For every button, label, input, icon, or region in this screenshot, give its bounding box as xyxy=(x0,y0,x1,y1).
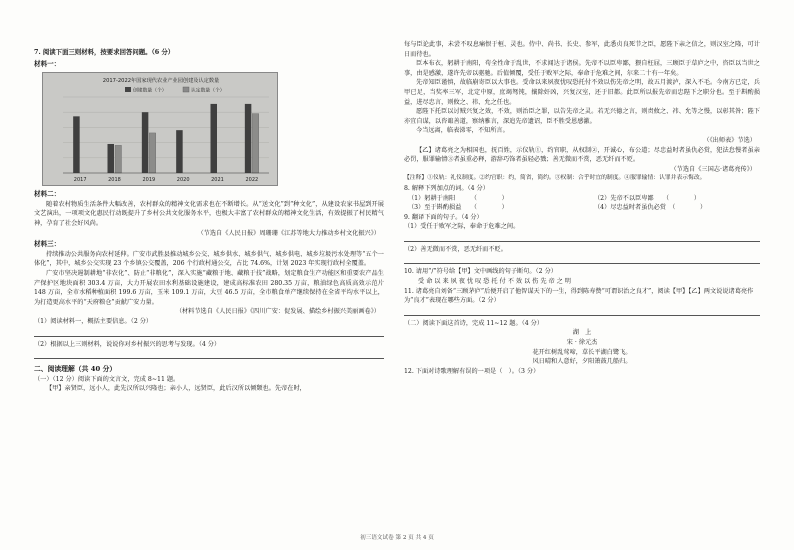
q7-sub2: （2）根据以上三则材料，说说你对乡村振兴的思考与发现。（4 分） xyxy=(34,340,221,348)
x-tick-label: 2020 xyxy=(176,177,190,184)
bar-certified-2019 xyxy=(149,133,156,173)
bar-create-2022 xyxy=(245,104,252,173)
poem-line-2: 风日晴和人意好，夕阳箫鼓几船归。 xyxy=(532,358,632,366)
legend-swatch-create xyxy=(125,87,131,92)
bar-create-2020 xyxy=(176,130,183,173)
material3-para1: 持续推动公共服务向农村延伸。广安市武胜县推动城乡公交、城乡供水、城乡供气、城乡供电、城乡垃圾污水处理等“五个一体化”，其中，城乡公交实现 23 个乡镇公交覆盖，206 个行政村通公交，占比 74.6%，计划 2023 年实现行政村全覆盖。 xyxy=(34,250,384,268)
q12-title: 12. 下面对诗歌理解有误的一项是（ ）。（3 分） xyxy=(404,367,540,375)
page-footer: 初三语文试卷 第 2 页 共 4 页 xyxy=(360,535,434,541)
jia-cont-3: 先帝知臣谨慎，故临崩寄臣以大事也。受命以来夙夜忧叹恐托付不效以伤先帝之明，故五月渡泸，深入不毛。今南方已定，兵甲已足，当奖率三军，北定中原，庶竭驽钝，攘除奸凶，兴复汉室，还于旧都。此臣所以报先帝而忠陛下之职分也。至于斟酌损益，进尽忠言，则攸之、祎、允之任也。 xyxy=(404,79,760,106)
q7-sub1: （1）阅读材料一，概括主要信息。（2 分） xyxy=(34,317,153,325)
x-tick-label: 2019 xyxy=(142,177,156,184)
jia-source: （《出师表》节选） xyxy=(703,136,756,144)
poem-author: 宋 · 徐元杰 xyxy=(566,339,598,347)
section2-subhead: （一）（12 分）阅读下面的文言文，完成 8~11 题。 xyxy=(34,375,180,383)
x-tick-label: 2018 xyxy=(108,177,121,184)
q9-title: 9. 翻译下面的句子。（4 分） xyxy=(404,213,483,221)
section2-head: 二、阅读理解（共 40 分） xyxy=(34,365,117,374)
chart-title: 2017-2022年国家现代农业产业园创建及认定数量 xyxy=(102,78,220,85)
material3-label: 材料三： xyxy=(34,240,61,249)
jia-cont-1: 每与臣论此事，未尝不叹息痛恨于桓、灵也。侍中、尚书、长史、参军，此悉贞良死节之臣，愿陛下亲之信之，则汉室之隆，可计日而待也。 xyxy=(404,41,760,58)
q8-title: 8. 解释下列加点的词。（4 分） xyxy=(404,184,489,192)
section2-subhead2: （二）阅读下面这首诗，完成 11~12 题。（4 分） xyxy=(404,319,544,327)
chart-photo xyxy=(42,72,278,186)
q10-text[interactable]: 受 命 以 来 夙 夜 忧 叹 恐 托 付 不 效 以 伤 先 帝 之 明 xyxy=(418,278,571,286)
material1-label: 材料一： xyxy=(34,59,61,68)
legend-swatch-certified xyxy=(183,87,189,92)
yi-source: （节选自《三国志·诸葛亮传》） xyxy=(670,165,756,173)
material2-source: （节选自《人民日报》周珊珊《江苏等地大力推动乡村文化振兴》） xyxy=(197,229,380,237)
q8-option[interactable]: （1）躬耕于南阳 （ ） xyxy=(408,194,508,202)
q9-sub1: （1）受任于败军之际，奉命于危难之间。 xyxy=(404,223,520,231)
material2-text: 随着农村物质生活条件大幅改善，农村群众的精神文化需求也在不断增长。从“送文化”到“种文化”，从建设农家书屋到开展文艺演出，一项项文化惠民行动既提升了乡村公共文化服务水平，也极大丰富了农村群众的精神文化生活，有效提振了村民精气神，孕育了社会好风尚。 xyxy=(34,200,384,227)
q8-option[interactable]: （3）至于斟酌损益 （ ） xyxy=(408,204,508,212)
bar-create-2019 xyxy=(142,112,149,173)
material3-source: （材料节选自《人民日报》《四川广安：促发展、描绘乡村振兴美丽画卷》） xyxy=(175,308,380,316)
bar-create-2017 xyxy=(73,117,80,174)
bar-certified-2022 xyxy=(252,114,258,173)
x-tick-label: 2021 xyxy=(211,177,224,184)
notes: 【注释】①仪轨：礼仪制度。②约官职：约，简省，简约。③权制：合乎时宜的制度。④服罪输情：认罪并表示悔改。 xyxy=(404,175,706,182)
q9-sub2: （2）善无微而不赏，恶无纤而不贬。 xyxy=(404,245,507,253)
poem-title: 湖 上 xyxy=(572,329,592,337)
jia-text-start: 【甲】亲贤臣，远小人，此先汉所以兴隆也；亲小人，远贤臣，此后汉所以倾颓也。先帝在时， xyxy=(46,385,306,393)
left-column xyxy=(34,48,384,394)
poem-line-1: 花开红树乱莺啼，草长平湖白鹭飞。 xyxy=(532,348,632,356)
bar-chart xyxy=(43,73,279,187)
q8-options xyxy=(404,194,760,213)
bar-certified-2018 xyxy=(115,146,122,174)
answer-line[interactable] xyxy=(404,307,760,316)
bar-create-2018 xyxy=(108,144,115,173)
answer-line[interactable] xyxy=(404,233,760,242)
q8-option[interactable]: （2）先帝不以臣卑鄙 （ ） xyxy=(594,194,701,202)
x-tick-label: 2022 xyxy=(245,177,259,184)
q7-title: 7. 阅读下面三则材料，按要求回答问题。（6 分） xyxy=(34,48,175,56)
yi-text: 【乙】诸葛亮之为相国也，抚百姓，示仪轨①，约官职，从权制②，开诚心，布公道；尽忠益时者虽仇必赏，犯法怠慢者虽亲必罚，服罪输情③者虽重必释，游辞巧饰者虽轻必戮；善无微而不赏，恶无纤而不贬。 xyxy=(404,146,760,164)
legend-certified: 认定数量（个） xyxy=(191,88,225,94)
answer-line[interactable] xyxy=(34,328,384,337)
answer-line[interactable] xyxy=(34,350,384,359)
material3-para2: 广安市坚决遏制耕地“非农化”、防止“非粮化”，深入实施“藏粮于地、藏粮于技”战略，划定粮食生产功能区和重要农产品生产保护区地块面积 303.4 万亩，大力开展农田水利基础设施建设，建成高标准农田 280.35 万亩，粮油绿色高质高效示范片 148 万亩，全市水稻种植面积 199.6 万亩，玉米 109.1 万亩，大豆 46.5 万亩，全市粮食单产继续保持在全省平均水平以上，为打造更高水平的“天府粮仓”贡献广安力量。 xyxy=(34,269,384,306)
jia-cont-2: 臣本布衣，躬耕于南阳，苟全性命于乱世，不求闻达于诸侯。先帝不以臣卑鄙，猥自枉屈，三顾臣于草庐之中，咨臣以当世之事，由是感激，遂许先帝以驱驰。后值倾覆，受任于败军之际，奉命于危难之间，尔来二十有一年矣。 xyxy=(404,60,760,77)
jia-cont-4: 愿陛下托臣以讨贼兴复之效，不效，则治臣之罪，以告先帝之灵。若无兴德之言，则责攸之、祎、允等之慢，以彰其咎；陛下亦宜自谋，以咨诹善道，察纳雅言，深追先帝遗诏，臣不胜受恩感激。 xyxy=(404,108,760,125)
jia-cont-5: 今当远离，临表涕零，不知所言。 xyxy=(416,127,509,135)
q11-title: 11. 诸葛亮自刘备“三顾茅庐”后便开启了他智谋天下的一生，得到陈寿赞“可谓识治之良才”，阅读【甲】【乙】两文说说诸葛亮作为“良才”表现在哪些方面。（2 分） xyxy=(404,287,754,305)
bar-create-2021 xyxy=(211,104,218,173)
q8-option[interactable]: （4）尽忠益时者虽仇必赏 （ ） xyxy=(594,204,707,212)
right-column xyxy=(404,40,760,376)
q10-title: 10. 请用“/”符号给【甲】文中画线的句子断句。（2 分） xyxy=(404,268,557,276)
material2-label: 材料二： xyxy=(34,190,61,199)
legend-create: 创建数量（个） xyxy=(133,88,167,94)
answer-line[interactable] xyxy=(404,255,760,264)
x-tick-label: 2017 xyxy=(73,177,87,184)
